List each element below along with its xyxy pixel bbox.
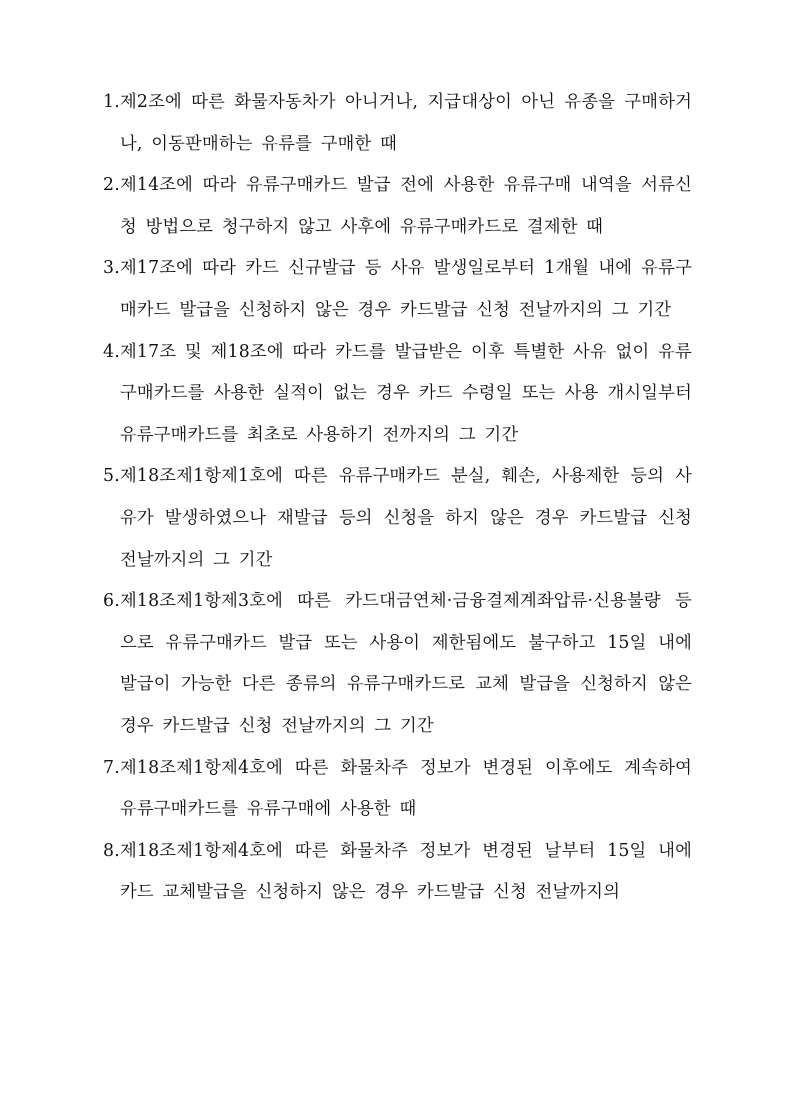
item-text: 제17조 및 제18조에 따라 카드를 발급받은 이후 특별한 사유 없이 유류구매카드를 사용한 실적이 없는 경우 카드 수령일 또는 사용 개시일부터 유류구매카드를 최초로 사용하기 전까지의 그 기간 bbox=[120, 341, 692, 445]
item-number: 1. bbox=[103, 92, 120, 112]
provision-list bbox=[103, 82, 692, 914]
item-number: 5. bbox=[103, 466, 120, 487]
item-number: 7. bbox=[103, 757, 120, 778]
item-number: 4. bbox=[103, 341, 120, 362]
list-item bbox=[103, 82, 692, 165]
item-text: 제17조에 따라 카드 신규발급 등 사유 발생일로부터 1개월 내에 유류구매카드 발급을 신청하지 않은 경우 카드발급 신청 전날까지의 그 기간 bbox=[120, 258, 692, 320]
item-number: 2. bbox=[103, 175, 120, 196]
list-item bbox=[103, 248, 692, 331]
list-item bbox=[103, 831, 692, 914]
item-number: 8. bbox=[103, 840, 120, 861]
list-item bbox=[103, 332, 692, 457]
item-text: 제18조제1항제4호에 따른 화물차주 정보가 변경된 이후에도 계속하여 유류구매카드를 유류구매에 사용한 때 bbox=[120, 757, 692, 820]
item-text: 제2조에 따른 화물자동차가 아니거나, 지급대상이 아닌 유종을 구매하거나, 이동판매하는 유류를 구매한 때 bbox=[120, 92, 692, 154]
item-text: 제18조제1항제1호에 따른 유류구매카드 분실, 훼손, 사용제한 등의 사유가 발생하였으나 재발급 등의 신청을 하지 않은 경우 카드발급 신청 전날까지의 그 기간 bbox=[120, 466, 692, 570]
list-item bbox=[103, 165, 692, 248]
item-text: 제18조제1항제4호에 따른 화물차주 정보가 변경된 날부터 15일 내에 카드 교체발급을 신청하지 않은 경우 카드발급 신청 전날까지의 bbox=[120, 840, 692, 903]
list-item bbox=[103, 581, 692, 747]
list-item bbox=[103, 748, 692, 831]
item-number: 6. bbox=[103, 591, 120, 612]
item-text: 제18조제1항제3호에 따른 카드대금연체·금융결제계좌압류·신용불량 등으로 유류구매카드 발급 또는 사용이 제한됨에도 불구하고 15일 내에 발급이 가능한 다른 종류의 유류구매카드로 교체 발급을 신청하지 않은 경우 카드발급 신청 전날까지의 그 기간 bbox=[120, 591, 692, 736]
list-item bbox=[103, 456, 692, 581]
item-number: 3. bbox=[103, 258, 120, 279]
item-text: 제14조에 따라 유류구매카드 발급 전에 사용한 유류구매 내역을 서류신청 방법으로 청구하지 않고 사후에 유류구매카드로 결제한 때 bbox=[120, 175, 692, 237]
